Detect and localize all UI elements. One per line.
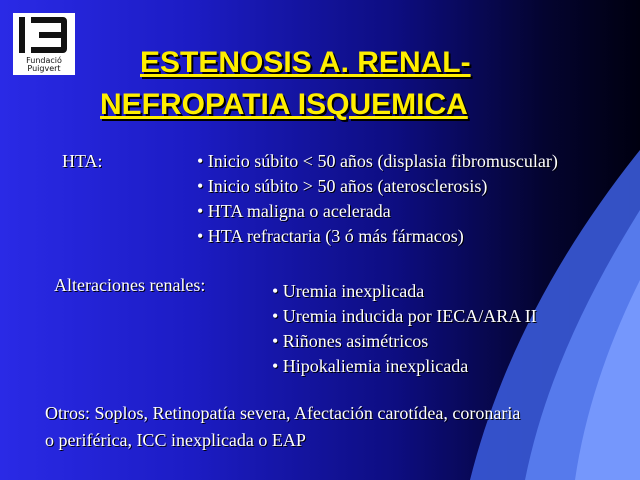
renal-item: • Hipokaliemia inexplicada (272, 356, 469, 376)
renal-label: Alteraciones renales: (54, 275, 206, 295)
hta-item: • HTA refractaria (3 ó más fármacos) (197, 226, 464, 246)
hta-item: • Inicio súbito > 50 años (aterosclerosis) (197, 176, 488, 196)
logo-text-line2: Puigvert (27, 64, 61, 73)
logo (13, 13, 75, 75)
renal-item: • Riñones asimétricos (272, 331, 429, 351)
renal-item: • Uremia inducida por IECA/ARA II (272, 306, 537, 326)
title-line-1: ESTENOSIS A. RENAL- (140, 46, 471, 79)
renal-item: • Uremia inexplicada (272, 281, 425, 301)
otros-line-1: Otros: Soplos, Retinopatía severa, Afectación carotídea, coronaria (45, 403, 521, 423)
title-line-2: NEFROPATIA ISQUEMICA (100, 88, 468, 121)
hta-item: • Inicio súbito < 50 años (displasia fibromuscular) (197, 151, 558, 171)
hta-label: HTA: (62, 151, 103, 171)
logo-text-line1: Fundació (26, 56, 62, 65)
otros-line-2: o periférica, ICC inexplicada o EAP (45, 430, 306, 450)
hta-item: • HTA maligna o acelerada (197, 201, 391, 221)
